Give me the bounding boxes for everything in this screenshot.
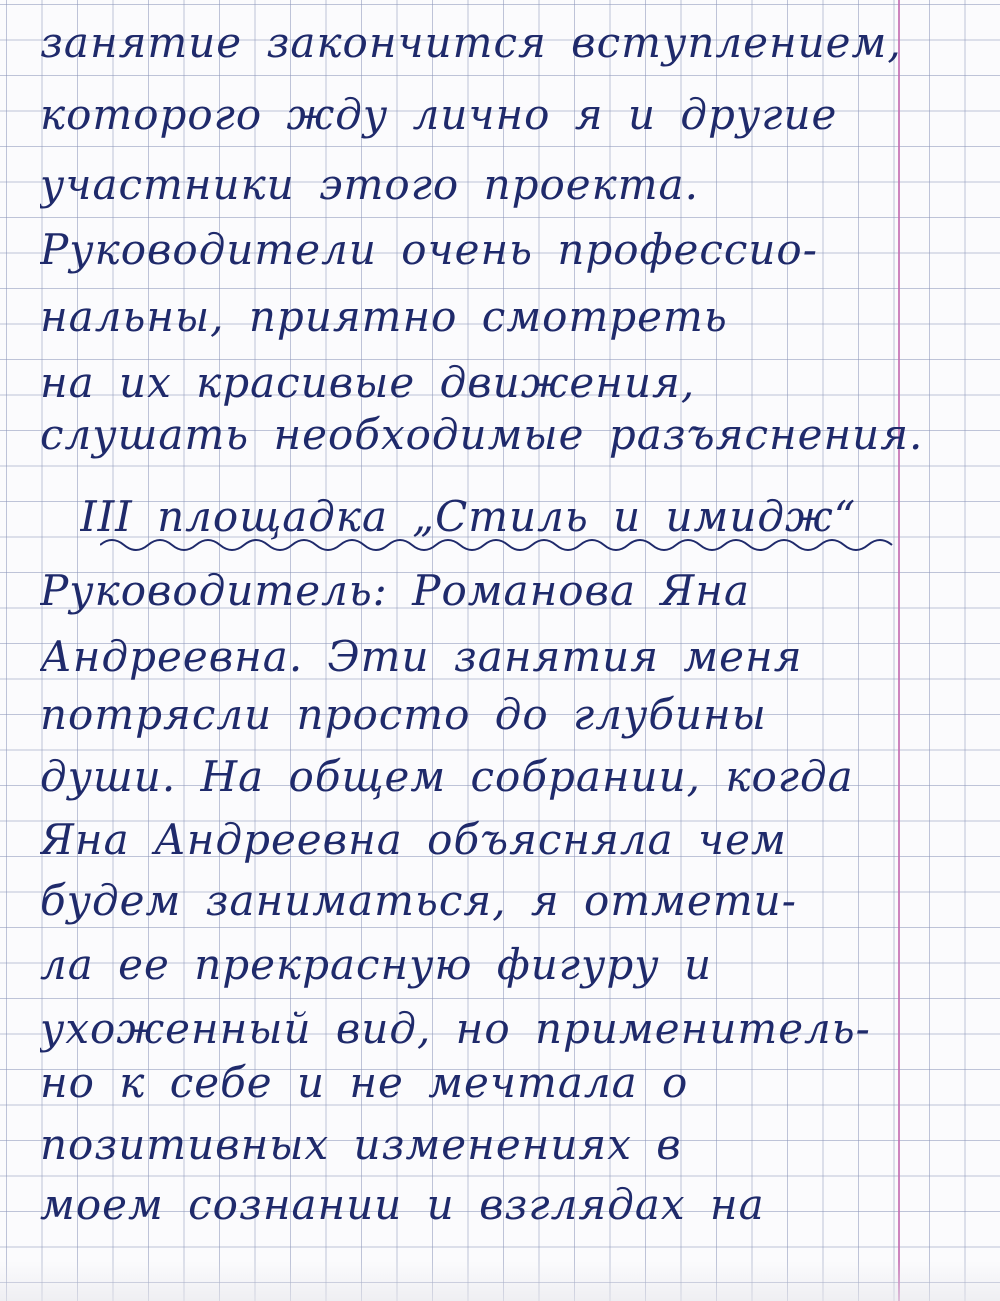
text-line-7: слушать необходимые разъяснения. [40, 410, 924, 459]
text-line-18: позитивных изменениях в [40, 1120, 682, 1169]
text-line-14: будем заниматься, я отмети- [40, 876, 797, 925]
text-line-3: участники этого проекта. [40, 160, 699, 209]
heading-line: III площадка „Стиль и имидж“ [80, 492, 857, 541]
text-line-12: души. На общем собрании, когда [40, 752, 854, 801]
text-line-4: Руководители очень профессио- [40, 225, 818, 274]
scan-shadow [0, 1261, 1000, 1301]
text-line-11: потрясли просто до глубины [40, 690, 767, 739]
text-line-19: моем сознании и взглядах на [40, 1180, 765, 1229]
text-line-10: Андреевна. Эти занятия меня [40, 632, 803, 681]
text-line-17: но к себе и не мечтала о [40, 1058, 689, 1107]
text-line-1: занятие закончится вступлением, [40, 18, 902, 67]
text-line-2: которого жду лично я и другие [40, 90, 838, 139]
text-line-6: на их красивые движения, [40, 358, 696, 407]
text-line-16: ухоженный вид, но применитель- [40, 1004, 871, 1053]
text-line-9: Руководитель: Романова Яна [40, 566, 751, 615]
text-line-5: нальны, приятно смотреть [40, 292, 728, 341]
text-line-15: ла ее прекрасную фигуру и [40, 940, 713, 989]
text-line-13: Яна Андреевна объясняла чем [40, 815, 787, 864]
heading-wavy-underline [100, 533, 900, 557]
